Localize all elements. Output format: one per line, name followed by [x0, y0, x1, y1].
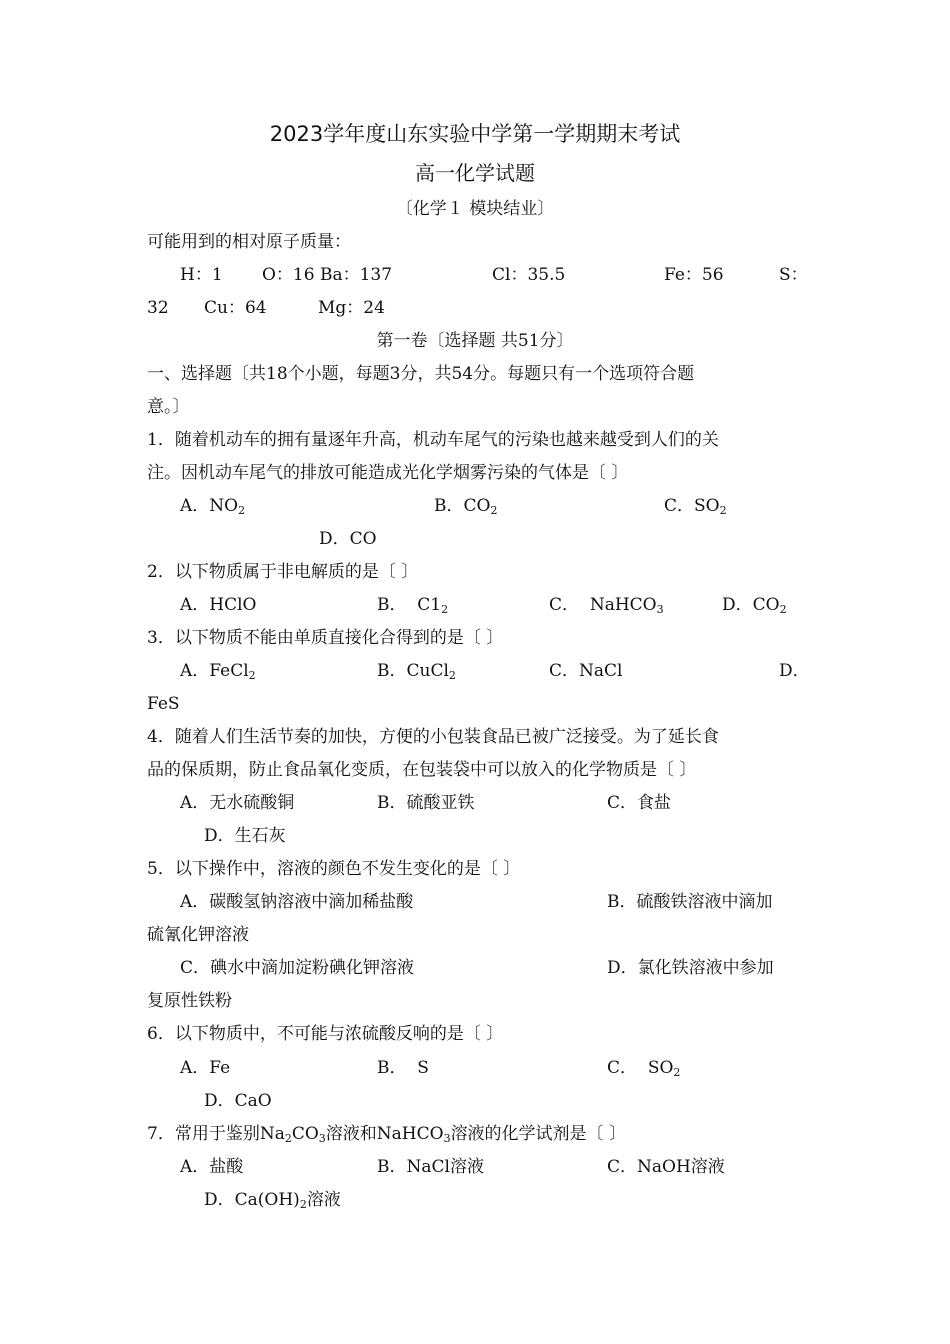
- q1-stem-line-1: 1．随着机动车的拥有量逐年升高，机动车尾气的污染也越来越受到人们的关: [147, 430, 719, 450]
- q2-option-b: B． $C1_2$: [377, 595, 449, 616]
- q1-stem-line-2: 注。因机动车尾气的排放可能造成光化学烟雾污染的气体是〔 〕: [147, 463, 629, 483]
- atomic-mass-h: H：1: [180, 265, 223, 285]
- q6-option-c: C． $SO_2$: [607, 1058, 681, 1079]
- atomic-mass-cu: Cu：64: [204, 298, 267, 318]
- q5-option-d-line-2: 复原性铁粉: [147, 991, 232, 1011]
- q7-option-c: C．NaOH溶液: [607, 1157, 725, 1177]
- q3-option-d-label: D．: [779, 661, 810, 681]
- atomic-mass-cl: Cl：35.5: [492, 265, 566, 285]
- atomic-mass-s-value: 32: [147, 298, 169, 318]
- q6-option-d: D．CaO: [204, 1091, 272, 1111]
- q3-option-c: C．NaCl: [549, 661, 623, 681]
- atomic-mass-s-label: S：: [779, 265, 808, 285]
- atomic-mass-fe: Fe：56: [664, 265, 724, 285]
- q4-option-b: B．硫酸亚铁: [377, 793, 475, 813]
- volume-title: 第一卷〔选择题 共51分〕: [376, 331, 574, 351]
- q5-option-b-line-1: B．硫酸铁溶液中滴加: [607, 892, 773, 912]
- q1-option-a: A．$NO_2$: [180, 496, 246, 517]
- exam-subtitle: 高一化学试题: [415, 161, 535, 185]
- q6-option-a: A．Fe: [180, 1058, 231, 1078]
- atomic-mass-o-ba: O：16 Ba：137: [262, 265, 393, 285]
- module-label: 〔化学１ 模块结业〕: [395, 199, 555, 219]
- q1-option-b: B．$CO_2$: [434, 496, 498, 517]
- q7-stem: 7．常用于鉴别$Na_2CO_3$溶液和NaHCO$_3$溶液的化学试剂是〔 〕: [147, 1124, 626, 1145]
- q3-option-d-value: FeS: [147, 694, 180, 714]
- q6-option-b: B． S: [377, 1058, 429, 1078]
- q2-option-c: C． NaHCO$_3$: [549, 595, 664, 616]
- q7-option-d: D．$Ca(OH)_2$溶液: [204, 1190, 341, 1211]
- q6-stem: 6．以下物质中，不可能与浓硫酸反响的是〔 〕: [147, 1024, 504, 1044]
- q5-stem: 5．以下操作中，溶液的颜色不发生变化的是〔 〕: [147, 859, 521, 879]
- q4-option-a: A．无水硫酸铜: [180, 793, 295, 813]
- q5-option-c: C．碘水中滴加淀粉碘化钾溶液: [180, 958, 415, 978]
- q2-option-d: D．$CO_2$: [722, 595, 787, 616]
- q4-stem-line-2: 品的保质期，防止食品氧化变质，在包装袋中可以放入的化学物质是〔 〕: [147, 760, 697, 780]
- q3-option-b: B．CuCl$_2$: [377, 661, 456, 682]
- q3-option-a: A．FeCl$_2$: [180, 661, 256, 682]
- q7-option-b: B．NaCl溶液: [377, 1157, 484, 1177]
- q5-option-b-line-2: 硫氰化钾溶液: [147, 925, 249, 945]
- atomic-mass-mg: Mg：24: [318, 298, 385, 318]
- instructions-line-1: 一、选择题〔共18个小题，每题3分，共54分。每题只有一个选项符合题: [147, 364, 695, 384]
- q2-option-a: A．HClO: [180, 595, 257, 615]
- q5-option-a: A．碳酸氢钠溶液中滴加稀盐酸: [180, 892, 414, 912]
- q4-option-d: D．生石灰: [204, 826, 286, 846]
- q2-stem: 2．以下物质属于非电解质的是〔 〕: [147, 562, 419, 582]
- exam-title: 2023学年度山东实验中学第一学期期末考试: [269, 122, 681, 146]
- q7-option-a: A．盐酸: [180, 1157, 244, 1177]
- q1-option-d: D．CO: [319, 529, 377, 549]
- q3-stem: 3．以下物质不能由单质直接化合得到的是〔 〕: [147, 628, 504, 648]
- atomic-mass-label: 可能用到的相对原子质量：: [147, 232, 351, 252]
- q4-stem-line-1: 4．随着人们生活节奏的加快，方便的小包装食品已被广泛接受。为了延长食: [147, 727, 719, 747]
- q5-option-d-line-1: D．氯化铁溶液中参加: [607, 958, 774, 978]
- q4-option-c: C．食盐: [607, 793, 672, 813]
- instructions-line-2: 意。〕: [147, 397, 190, 417]
- q1-option-c: C．$SO_2$: [664, 496, 727, 517]
